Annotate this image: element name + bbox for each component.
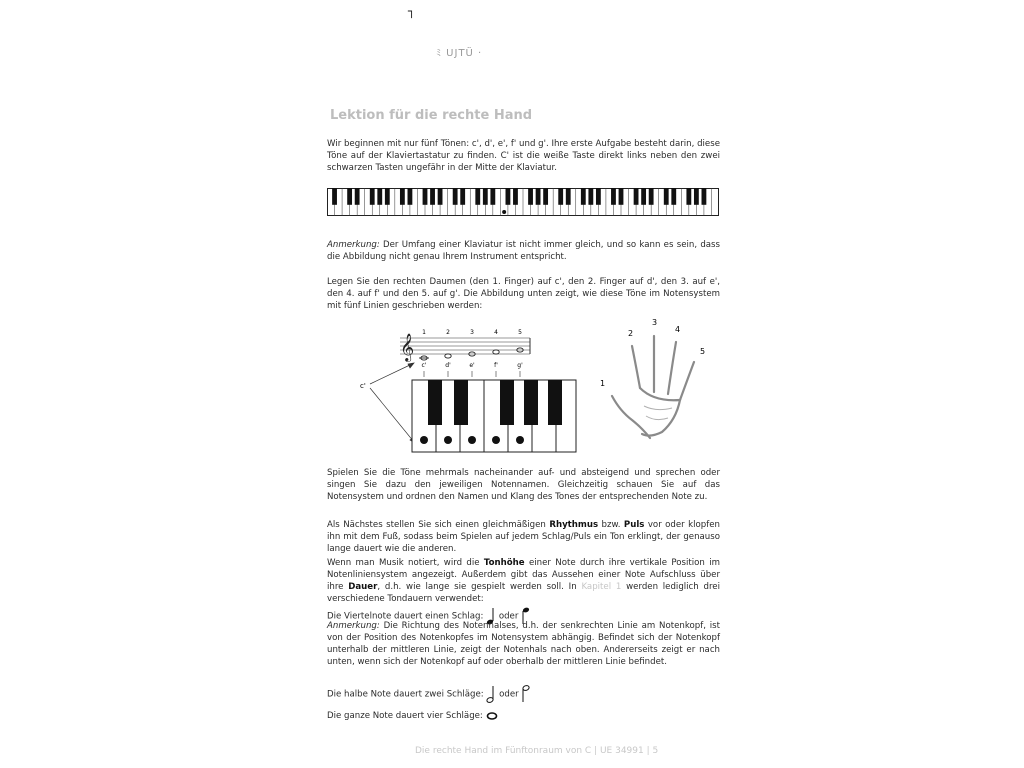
black-key [513, 188, 518, 205]
black-key [506, 188, 511, 205]
black-key [377, 188, 382, 205]
black-key [528, 188, 533, 205]
whole-note-line [327, 710, 720, 722]
black-key [558, 188, 563, 205]
note-label-2: Anmerkung: [327, 621, 380, 631]
play-paragraph: Spielen Sie die Töne mehrmals nacheinander auf- und absteigend und sprechen oder singen Sie dazu den jeweiligen Notennamen. Gleichzeitig schauen Sie auf das Notensystem und ordnen den Namen und Klang des Tones der entsprechenden Note zu. [327, 468, 720, 502]
black-key [694, 188, 699, 205]
half-oder: oder [499, 689, 519, 700]
black-key [475, 188, 480, 205]
black-key [370, 188, 375, 205]
black-key [483, 188, 488, 205]
hand-number-3: 3 [652, 318, 658, 327]
section-title: Lektion für die rechte Hand [330, 108, 533, 123]
rhythm-text-mid: bzw. [598, 520, 624, 530]
half-note-stem-down-icon [521, 684, 531, 704]
staff-note-d [445, 354, 451, 358]
black-key [385, 188, 390, 205]
note-paragraph-2 [327, 620, 720, 668]
note-paragraph-1 [327, 239, 720, 263]
note-name-g: g' [517, 362, 523, 369]
note-name-e: e' [469, 362, 475, 369]
finger-number-2: 2 [446, 329, 450, 336]
black-key [490, 188, 495, 205]
page-footer: Die rechte Hand im Fünftonraum von C | UE 34991 | 5 [415, 746, 659, 756]
fingers-paragraph: Legen Sie den rechten Daumen (den 1. Finger) auf c', den 2. Finger auf d', den 3. auf e', den 4. auf f' und den 5. auf g'. Die Abbildung unten zeigt, wie diese Töne im Notensystem mit fünf Linien geschrieben werden: [327, 277, 720, 311]
rhythm-bold: Rhythmus [549, 520, 599, 530]
finger-number-4: 4 [494, 329, 498, 336]
note-text-1: Der Umfang einer Klaviatur ist nicht immer gleich, und so kann es sein, dass die Abbildung nicht genau Ihrem Instrument entspricht. [327, 240, 720, 262]
black-key [566, 188, 571, 205]
black-key [671, 188, 676, 205]
quarter-oder: oder [498, 611, 519, 622]
black-key [332, 188, 337, 205]
pitch-text-post: werden lediglich drei verschiedene Tondauern verwendet: [327, 582, 720, 604]
pitch-text-pre: Wenn man Musik notiert, wird die [327, 558, 484, 568]
note-name-f: f' [494, 362, 498, 369]
black-key [453, 188, 458, 205]
black-key [355, 188, 360, 205]
black-key [438, 188, 443, 205]
finger-number-5: 5 [518, 329, 522, 336]
black-key [641, 188, 646, 205]
black-key [460, 188, 465, 205]
tonhoehe-bold: Tonhöhe [483, 558, 525, 568]
page-corner-mark: ┐ [408, 4, 416, 18]
faint-header: ﾐ UJTÜ · [436, 48, 483, 59]
note-name-d: d' [445, 362, 451, 369]
hand-number-1: 1 [600, 379, 606, 388]
black-key [664, 188, 669, 205]
whole-note-icon [486, 711, 498, 721]
hand-sketch [612, 336, 694, 438]
black-key [408, 188, 413, 205]
rhythm-paragraph [327, 519, 720, 555]
black-key [543, 188, 548, 205]
rhythm-text-post: vor oder klopfen ihn mit dem Fuß, sodass beim Spielen auf jedem Schlag/Puls ein Ton erklingt, der genauso lange dauert wie die anderen. [327, 520, 720, 554]
black-key [581, 188, 586, 205]
dauer-bold: Dauer [348, 582, 378, 592]
puls-bold: Puls [623, 520, 645, 530]
black-key [702, 188, 707, 205]
finger-number-1: 1 [422, 329, 426, 336]
half-note-icon [486, 684, 496, 704]
note-ticks [424, 371, 520, 377]
treble-clef-icon: 𝄞 [400, 333, 415, 361]
rhythm-text-pre: Als Nächstes stellen Sie sich einen gleichmäßigen [327, 520, 550, 530]
chapter-ref: Kapitel 1 [581, 582, 622, 592]
black-key [536, 188, 541, 205]
keyboard-illustration [327, 188, 719, 216]
c-arrows [370, 363, 416, 444]
staff-lines [400, 338, 530, 354]
whole-text: Die ganze Note dauert vier Schläge: [327, 711, 483, 721]
black-key [423, 188, 428, 205]
finger-number-3: 3 [470, 329, 474, 336]
hand-number-4: 4 [675, 325, 681, 334]
hand-shading [644, 406, 672, 420]
black-key [619, 188, 624, 205]
black-key [649, 188, 654, 205]
quarter-text: Die Viertelnote dauert einen Schlag: [327, 611, 484, 622]
c-label: c' [360, 382, 366, 390]
black-key [347, 188, 352, 205]
half-text: Die halbe Note dauert zwei Schläge: [327, 689, 484, 700]
note-label-1: Anmerkung: [327, 240, 380, 250]
keyboard-closeup [412, 380, 576, 452]
staff-note-f [493, 350, 499, 354]
half-note-line [327, 684, 720, 704]
middle-c-marker [502, 210, 506, 214]
pitch-text-mid: einer Note durch ihre vertikale Position im Notenliniensystem angezeigt. Außerdem gibt das Aussehen einer Note Aufschluss über ihre [327, 558, 720, 592]
black-key [596, 188, 601, 205]
note-name-c: c' [421, 362, 427, 369]
hand-icon [592, 316, 722, 456]
note-text-2: Die Richtung des Notenhalses, d.h. der senkrechten Linie am Notenkopf, ist von der Position des Notenkopfes im Notensystem abhängig. Befindet sich der Notenkopf unterhalb der mittleren Linie, zeigt der Notenhals nach oben. Andererseits zeigt er nach unten, wenn sich der Notenkopf auf oder oberhalb der mittleren Linie befindet. [327, 621, 721, 667]
hand-number-5: 5 [700, 347, 706, 356]
black-key [611, 188, 616, 205]
black-key [400, 188, 405, 205]
black-key [430, 188, 435, 205]
black-key [588, 188, 593, 205]
intro-paragraph: Wir beginnen mit nur fünf Tönen: c', d', e', f' und g'. Ihre erste Aufgabe besteht darin, diese Töne auf der Klaviertastatur zu finden. C' ist die weiße Taste direkt links neben den zwei schwarzen Tasten ungefähr in der Mitte der Klaviatur. [327, 139, 720, 173]
hand-number-2: 2 [628, 329, 634, 338]
pitch-paragraph [327, 557, 720, 605]
black-key [634, 188, 639, 205]
black-key [686, 188, 691, 205]
pitch-text-mid2: , d.h. wie lange sie gespielt werden soll. In [377, 582, 582, 592]
